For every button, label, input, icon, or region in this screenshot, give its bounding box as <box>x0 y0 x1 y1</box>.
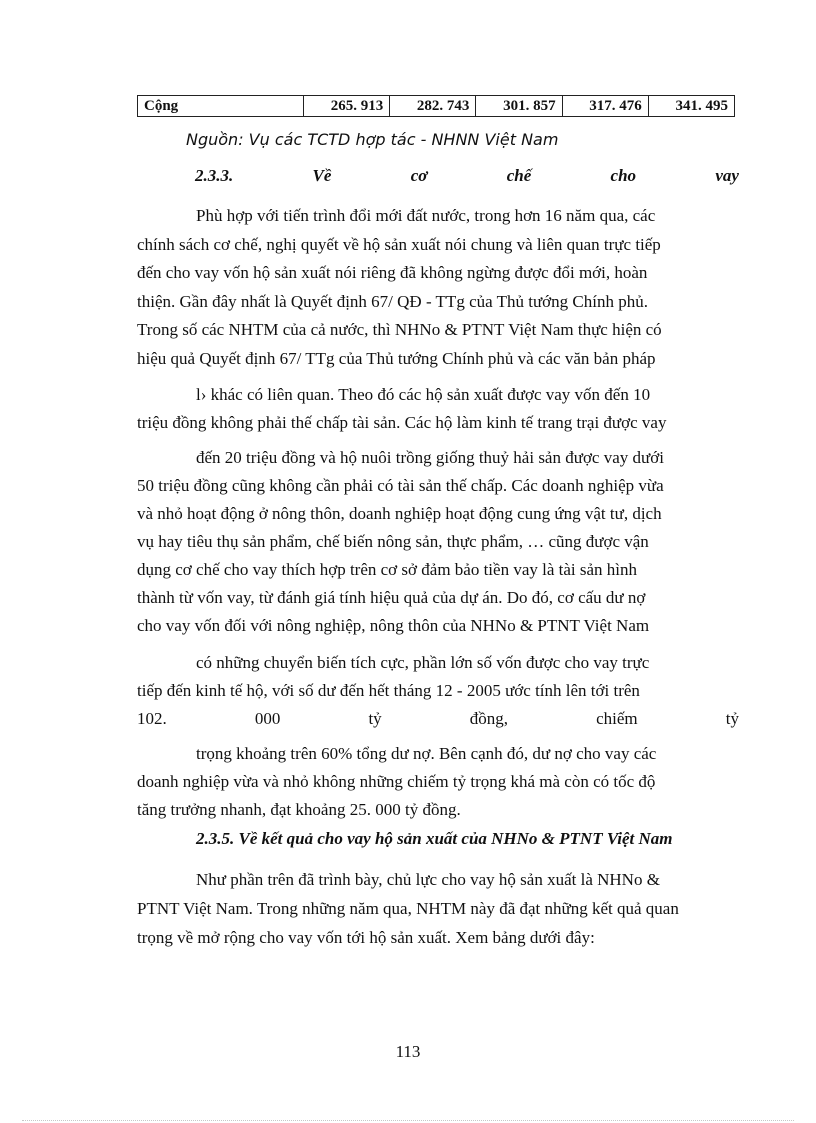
table-cell: 301. 857 <box>476 96 562 117</box>
page-number: 113 <box>395 1042 421 1061</box>
paragraph-line: l› khác có liên quan. Theo đó các hộ sản xuất được vay vốn đến 10 <box>196 385 651 404</box>
paragraph-line: 50 triệu đồng cũng không cần phải có tài sản thế chấp. Các doanh nghiệp vừa <box>137 476 664 495</box>
paragraph-line: tiếp đến kinh tế hộ, với số dư đến hết tháng 12 - 2005 ước tính lên tới trên <box>137 681 640 700</box>
paragraph-line-justified <box>137 708 739 730</box>
summary-table <box>137 95 735 117</box>
word: tỷ <box>368 709 382 728</box>
paragraph-line: trọng khoảng trên 60% tổng dư nợ. Bên cạnh đó, dư nợ cho vay các <box>196 744 657 763</box>
paragraph-line: cho vay vốn đối với nông nghiệp, nông thôn của NHNo & PTNT Việt Nam <box>137 616 650 635</box>
paragraph-line: chính sách cơ chế, nghị quyết về hộ sản xuất nói chung và liên quan trực tiếp <box>137 235 661 254</box>
paragraph-line: vụ hay tiêu thụ sản phẩm, chế biến nông sản, thực phẩm, … cũng được vận <box>137 532 649 551</box>
table-cell: 265. 913 <box>304 96 390 117</box>
table-cell: 341. 495 <box>648 96 734 117</box>
paragraph-line: Phù hợp với tiến trình đổi mới đất nước, trong hơn 16 năm qua, các <box>196 206 656 225</box>
paragraph-line: đến cho vay vốn hộ sản xuất nói riêng đã không ngừng được đổi mới, hoàn <box>137 263 648 282</box>
word: tỷ <box>725 709 739 728</box>
table-row <box>138 96 735 117</box>
section-heading-2-3-3 <box>195 166 739 186</box>
heading-word: cho <box>610 166 637 185</box>
paragraph-line: hiệu quả Quyết định 67/ TTg của Thủ tướng Chính phủ và các văn bản pháp <box>137 349 656 368</box>
heading-word: 2.3.3. <box>195 166 234 185</box>
paragraph-line: Như phần trên đã trình bày, chủ lực cho vay hộ sản xuất là NHNo & <box>196 870 660 889</box>
paragraph-line: và nhỏ hoạt động ở nông thôn, doanh nghiệp hoạt động cung ứng vật tư, dịch <box>137 504 662 523</box>
paragraph-line: có những chuyển biến tích cực, phần lớn số vốn được cho vay trực <box>196 653 650 672</box>
heading-word: cơ <box>410 166 428 185</box>
paragraph-line: thiện. Gần đây nhất là Quyết định 67/ QĐ - TTg của Thủ tướng Chính phủ. <box>137 292 648 311</box>
page-bottom-divider <box>22 1120 794 1121</box>
paragraph-line: doanh nghiệp vừa và nhỏ không những chiếm tỷ trọng khá mà còn có tốc độ <box>137 772 656 791</box>
table-row-label: Cộng <box>138 96 304 117</box>
heading-word: chế <box>506 166 532 185</box>
paragraph-line: PTNT Việt Nam. Trong những năm qua, NHTM này đã đạt những kết quả quan <box>137 899 679 918</box>
paragraph-line: trọng về mở rộng cho vay vốn tới hộ sản xuất. Xem bảng dưới đây: <box>137 928 595 947</box>
heading-word: vay <box>715 166 739 185</box>
word: chiếm <box>596 709 638 728</box>
word: đồng, <box>469 709 509 728</box>
paragraph-line: đến 20 triệu đồng và hộ nuôi trồng giống thuỷ hải sản được vay dưới <box>196 448 664 467</box>
table-cell: 317. 476 <box>562 96 648 117</box>
word: 000 <box>254 709 281 728</box>
paragraph-line: dụng cơ chế cho vay thích hợp trên cơ sở đảm bảo tiền vay là tài sản hình <box>137 560 638 579</box>
word: 102. <box>137 709 167 728</box>
paragraph-line: thành từ vốn vay, từ đánh giá tính hiệu quả của dự án. Do đó, cơ cấu dư nợ <box>137 588 646 607</box>
paragraph-line: Trong số các NHTM của cả nước, thì NHNo & PTNT Việt Nam thực hiện có <box>137 320 662 339</box>
section-heading-2-3-5: 2.3.5. Về kết quả cho vay hộ sản xuất của NHNo & PTNT Việt Nam <box>196 829 673 848</box>
table-cell: 282. 743 <box>390 96 476 117</box>
source-note: Nguồn: Vụ các TCTD hợp tác - NHNN Việt Nam <box>186 130 559 149</box>
heading-word: Về <box>312 166 332 185</box>
paragraph-line: tăng trưởng nhanh, đạt khoảng 25. 000 tỷ đồng. <box>137 800 461 819</box>
paragraph-line: triệu đồng không phải thế chấp tài sản. Các hộ làm kinh tế trang trại được vay <box>137 413 667 432</box>
